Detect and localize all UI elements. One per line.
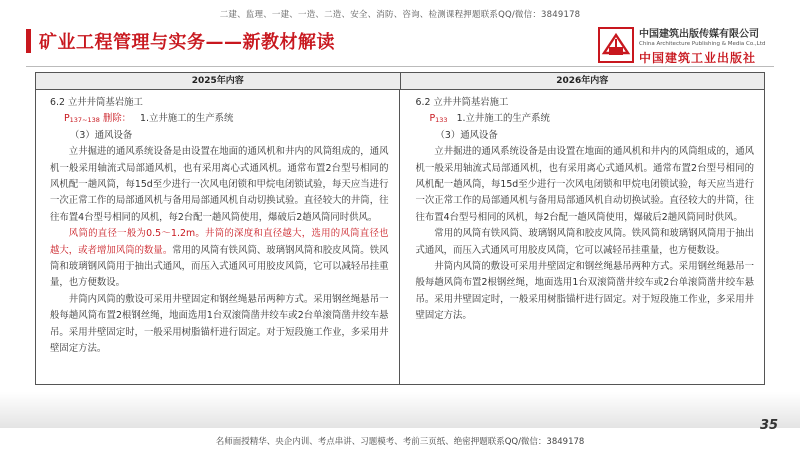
page-ref-2026: $P_{133}$: [429, 113, 448, 125]
page-title-bar: [26, 28, 335, 54]
page-number: 35: [760, 418, 779, 433]
publisher-name-en: China Architecture Publishing & Media Co.,Ltd: [639, 40, 766, 47]
column-2026: [399, 90, 765, 384]
comparison-table: [35, 72, 765, 385]
publisher-text: [639, 25, 765, 66]
paragraph-1-2026: 立井掘进的通风系统设备是由设置在地面的通风机和井内的风筒组成的，通风机一般采用轴流式局部通风机，也有采用离心式通风机。通常布置2台型号相同的风机配一趟风筒，每15d至少进行一次风电闭锁和甲烷电闭锁试验，每天应当进行一次正常工作的局部通风机与备用局部通风机自动切换试验。直径较大的井筒，往往布置4台型号相同的风机，每2台配一趟风筒使用，爆破后2趟风筒同时供风。: [415, 146, 754, 223]
header-2026: 2026年内容: [400, 73, 765, 89]
publisher-calligraphy-name: 中国建筑工业出版社: [639, 50, 757, 65]
section-title-2025: 6.2 立井井筒基岩施工: [50, 97, 143, 108]
bottom-contact-banner: 名师面授精华、央企内训、考点串讲、习题模考、考前三页纸、绝密押题联系QQ/微信：3849178: [215, 437, 585, 447]
paragraph-2-2026: 常用的风筒有铁风筒、玻璃钢风筒和胶皮风筒。铁风筒和玻璃钢风筒用于抽出式通风，而压入式通风可用胶皮风筒，它可以减轻吊挂重量，也方便数设。: [415, 228, 754, 256]
title-divider: [26, 66, 774, 67]
paragraph-3-2026: 井筒内风筒的敷设可采用井壁固定和钢丝绳悬吊两种方式。采用钢丝绳悬吊一般每趟风筒布置2根钢丝绳，地面选用1台双滚筒凿井绞车或2台单滚筒凿井绞车悬吊。采用井壁固定时，一般采用树脂锚杆进行固定。对于短段施工作业，多采用井壁固定方法。: [415, 261, 754, 322]
footer-shade: [0, 392, 800, 428]
page-ref-line-2025: [50, 111, 389, 127]
paragraph-1-2025: 立井掘进的通风系统设备是由设置在地面的通风机和井内的风筒组成的，通风机一般采用轴流式局部通风机，也有采用离心式通风机。通常布置2台型号相同的风机配一趟风筒，每15d至少进行一次风电闭锁和甲烷电闭锁试验，每天应当进行一次正常工作的局部通风机与备用局部通风机自动切换试验。直径较大的井筒，往往布置4台型号相同的风机，每2台配一趟风筒使用，爆破后2趟风筒同时供风。: [50, 146, 389, 223]
page-ref-line-2026: [416, 111, 755, 127]
page-ref-2025: $P_{137\sim 138}$: [64, 113, 100, 125]
table-body-row: [36, 90, 764, 384]
deleted-text: 风筒的直径一般为0.5～1.2m。井筒的深度和直径越大，选用的风筒直径也越大，或者增加风筒的数量。: [50, 228, 389, 256]
publisher-logo-block: [598, 26, 794, 64]
page-title: 矿业工程管理与实务——新教材解读: [39, 32, 335, 53]
column-2025: [36, 90, 399, 384]
paragraph-3-2025: 井筒内风筒的敷设可采用井壁固定和钢丝绳悬吊两种方式。采用钢丝绳悬吊一般每趟风筒布置2根钢丝绳，地面选用1台双滚筒凿井绞车或2台单滚筒凿井绞车悬吊。采用井壁固定时，一般采用树脂锚杆进行固定。对于短段施工作业，多采用井壁固定方法。: [50, 293, 389, 355]
item-2025: （3）通风设备: [70, 129, 133, 141]
subsection-2026: 1.立井施工的生产系统: [456, 113, 550, 125]
item-2026: （3）通风设备: [435, 129, 498, 141]
subsection-2025: 1.立井施工的生产系统: [140, 113, 234, 125]
deleted-label: 删除：: [99, 113, 132, 125]
title-accent-bar: [26, 29, 31, 53]
publisher-name-cn: 中国建筑出版传媒有限公司: [639, 28, 759, 40]
section-title-2026: 6.2 立井井筒基岩施工: [415, 97, 509, 108]
table-header-row: [36, 73, 764, 90]
paragraph-2-rest-2025: 常用的风筒有铁风筒、玻璃钢风筒和胶皮风筒。铁风筒和玻璃钢风筒用于抽出式通风，而压入式通风可用胶皮风筒，它可以减轻吊挂重量，也方便数设。: [50, 244, 389, 289]
publisher-emblem-icon: [598, 27, 634, 63]
top-contact-banner: 二建、监理、一建、一造、二造、安全、消防、咨询、检测课程押题联系QQ/微信：3849178: [219, 10, 581, 20]
paragraph-2-2025: [50, 226, 389, 292]
header-2025: 2025年内容: [191, 76, 244, 86]
